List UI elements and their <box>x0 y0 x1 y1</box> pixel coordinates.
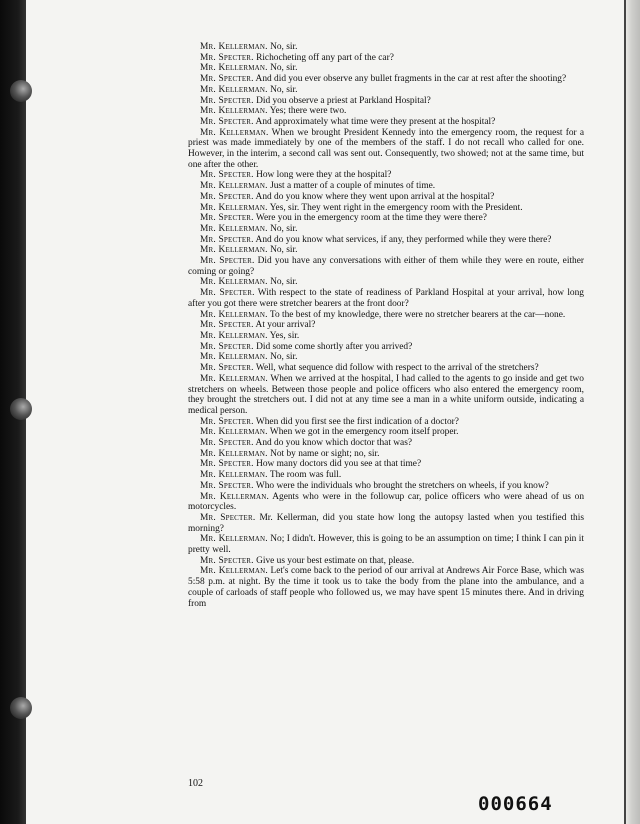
testimony-line <box>188 192 584 203</box>
spoken-text: Did some come shortly after you arrived? <box>253 341 413 352</box>
testimony-line <box>188 556 584 567</box>
speaker-name: Mr. Kellerman. <box>200 427 268 438</box>
speaker-name: Mr. Specter. <box>200 416 254 427</box>
spoken-text: Yes; there were two. <box>267 106 347 117</box>
spoken-text: Not by name or sight; no, sir. <box>267 448 380 459</box>
spoken-text: And did you ever observe any bullet fragments in the car at rest after the shooting? <box>253 74 567 85</box>
binder-hole-middle <box>10 398 32 420</box>
speaker-name: Mr. Kellerman. <box>200 470 268 481</box>
spoken-text: Were you in the emergency room at the time they were there? <box>253 213 487 224</box>
spoken-text: Did you have any conversations with either of them while they were en route, either coming or going? <box>188 256 585 277</box>
testimony-line <box>188 331 584 342</box>
testimony-line <box>188 53 584 64</box>
spoken-text: No, sir. <box>267 245 298 256</box>
speaker-name: Mr. Kellerman. <box>200 534 268 545</box>
spoken-text: To the best of my knowledge, there were no stretcher bearers at the car—none. <box>267 309 566 320</box>
testimony-line <box>188 42 584 53</box>
speaker-name: Mr. Kellerman. <box>200 127 269 138</box>
speaker-name: Mr. Kellerman. <box>200 277 268 288</box>
spoken-text: When we arrived at the hospital, I had called to the agents to go inside and get two stretchers on wheels. Between those people and police officers who also entered the emergency room, they brought the stretchers out. I did not at any time see a man in a white uniform outside, indicating a medical person. <box>188 373 584 416</box>
testimony-line <box>188 363 584 374</box>
spoken-text: No, sir. <box>267 223 298 234</box>
testimony-line <box>188 566 584 609</box>
spoken-text: Yes, sir. <box>267 330 300 341</box>
spoken-text: Give us your best estimate on that, please. <box>253 555 415 566</box>
spoken-text: Mr. Kellerman, did you state how long the autopsy lasted when you testified this morning? <box>188 512 584 534</box>
spoken-text: Yes, sir. They went right in the emergency room with the President. <box>267 202 523 213</box>
testimony-line <box>188 470 584 481</box>
spoken-text: When did you first see the first indication of a doctor? <box>253 416 459 427</box>
document-number: 000664 <box>478 793 553 815</box>
spoken-text: No, sir. <box>267 42 298 52</box>
speaker-name: Mr. Specter. <box>200 191 254 202</box>
testimony-line <box>188 235 584 246</box>
testimony-line <box>188 449 584 460</box>
testimony-line <box>188 288 584 309</box>
speaker-name: Mr. Kellerman. <box>200 202 268 213</box>
speaker-name: Mr. Specter. <box>200 213 254 224</box>
spoken-text: No; I didn't. However, this is going to be an assumption on time; I think I can pin it pretty well. <box>188 534 585 556</box>
spoken-text: Did you observe a priest at Parkland Hospital? <box>253 95 431 106</box>
spoken-text: The room was full. <box>267 470 342 481</box>
testimony-line <box>188 170 584 181</box>
spoken-text: And approximately what time were they present at the hospital? <box>253 116 496 127</box>
spoken-text: Agents who were in the followup car, police officers who were ahead of us on motorcycles. <box>188 491 585 513</box>
testimony-line <box>188 513 584 534</box>
testimony-line <box>188 417 584 428</box>
speaker-name: Mr. Kellerman. <box>200 330 268 341</box>
speaker-name: Mr. Specter. <box>200 480 254 491</box>
speaker-name: Mr. Kellerman. <box>200 373 268 384</box>
binder-hole-top <box>10 80 32 102</box>
page-right-edge <box>624 0 640 824</box>
speaker-name: Mr. Kellerman. <box>200 63 268 74</box>
spoken-text: No, sir. <box>267 63 298 74</box>
testimony-line <box>188 224 584 235</box>
speaker-name: Mr. Kellerman. <box>200 309 268 320</box>
testimony-line <box>188 310 584 321</box>
speaker-name: Mr. Kellerman. <box>200 566 268 577</box>
spoken-text: Richocheting off any part of the car? <box>253 52 394 63</box>
spoken-text: Well, what sequence did follow with respect to the arrival of the stretchers? <box>253 363 539 374</box>
testimony-line <box>188 481 584 492</box>
speaker-name: Mr. Specter. <box>200 116 254 127</box>
testimony-line <box>188 320 584 331</box>
spoken-text: How many doctors did you see at that time? <box>253 459 422 470</box>
testimony-line <box>188 459 584 470</box>
spoken-text: And do you know which doctor that was? <box>253 438 413 449</box>
speaker-name: Mr. Specter. <box>200 256 255 267</box>
spoken-text: With respect to the state of readiness of Parkland Hospital at your arrival, how long after you got there were stretcher bearers at the front door? <box>188 288 584 309</box>
spoken-text: At your arrival? <box>253 320 316 331</box>
testimony-line <box>188 277 584 288</box>
testimony-line <box>188 245 584 256</box>
testimony-line <box>188 352 584 363</box>
speaker-name: Mr. Specter. <box>200 288 255 299</box>
testimony-line <box>188 63 584 74</box>
speaker-name: Mr. Specter. <box>200 52 254 63</box>
spoken-text: When we got in the emergency room itself proper. <box>267 427 459 438</box>
testimony-line <box>188 74 584 85</box>
testimony-text <box>188 42 584 609</box>
speaker-name: Mr. Kellerman. <box>200 448 268 459</box>
speaker-name: Mr. Kellerman. <box>200 245 268 256</box>
testimony-line <box>188 438 584 449</box>
speaker-name: Mr. Specter. <box>200 95 254 106</box>
testimony-line <box>188 256 584 277</box>
testimony-line <box>188 85 584 96</box>
testimony-line <box>188 492 584 513</box>
speaker-name: Mr. Kellerman. <box>200 223 268 234</box>
testimony-line <box>188 213 584 224</box>
speaker-name: Mr. Specter. <box>200 170 254 181</box>
spoken-text: Let's come back to the period of our arrival at Andrews Air Force Base, which was 5:58 p.m. at night. By the time it took us to take the body from the plane into the ambulance, and a couple of carloads of staff people who followed us, we may have spent 15 minutes there. And in driving from <box>188 566 584 609</box>
speaker-name: Mr. Specter. <box>200 363 254 374</box>
speaker-name: Mr. Kellerman. <box>200 106 268 117</box>
testimony-line <box>188 181 584 192</box>
binder-hole-bottom <box>10 697 32 719</box>
spoken-text: And do you know where they went upon arrival at the hospital? <box>253 191 495 202</box>
speaker-name: Mr. Kellerman. <box>200 42 268 52</box>
spoken-text: No, sir. <box>267 352 298 363</box>
speaker-name: Mr. Kellerman. <box>200 352 268 363</box>
speaker-name: Mr. Kellerman. <box>200 84 268 95</box>
speaker-name: Mr. Specter. <box>200 341 254 352</box>
speaker-name: Mr. Specter. <box>200 234 254 245</box>
testimony-line <box>188 374 584 417</box>
spoken-text: Just a matter of a couple of minutes of time. <box>267 181 436 192</box>
testimony-line <box>188 427 584 438</box>
spoken-text: No, sir. <box>267 84 298 95</box>
testimony-line <box>188 117 584 128</box>
testimony-line <box>188 534 584 555</box>
testimony-line <box>188 96 584 107</box>
speaker-name: Mr. Specter. <box>200 459 254 470</box>
testimony-line <box>188 203 584 214</box>
spoken-text: No, sir. <box>267 277 298 288</box>
speaker-name: Mr. Specter. <box>200 320 254 331</box>
testimony-line <box>188 128 584 171</box>
speaker-name: Mr. Kellerman. <box>200 491 270 502</box>
spoken-text: And do you know what services, if any, they performed while they were there? <box>253 234 552 245</box>
speaker-name: Mr. Specter. <box>200 438 254 449</box>
speaker-name: Mr. Specter. <box>200 555 254 566</box>
page-number: 102 <box>188 778 203 789</box>
spoken-text: Who were the individuals who brought the stretchers on wheels, if you know? <box>253 480 549 491</box>
testimony-line <box>188 342 584 353</box>
spoken-text: When we brought President Kennedy into the emergency room, the request for a priest was made immediately by one of the members of the staff. I do not recall who called for one. However, in the interim, a second call was sent out. Consequently, two showed; not at the same time, but one after the other. <box>188 127 584 170</box>
testimony-line <box>188 106 584 117</box>
speaker-name: Mr. Specter. <box>200 512 256 523</box>
speaker-name: Mr. Kellerman. <box>200 181 268 192</box>
spoken-text: How long were they at the hospital? <box>253 170 392 181</box>
speaker-name: Mr. Specter. <box>200 74 254 85</box>
